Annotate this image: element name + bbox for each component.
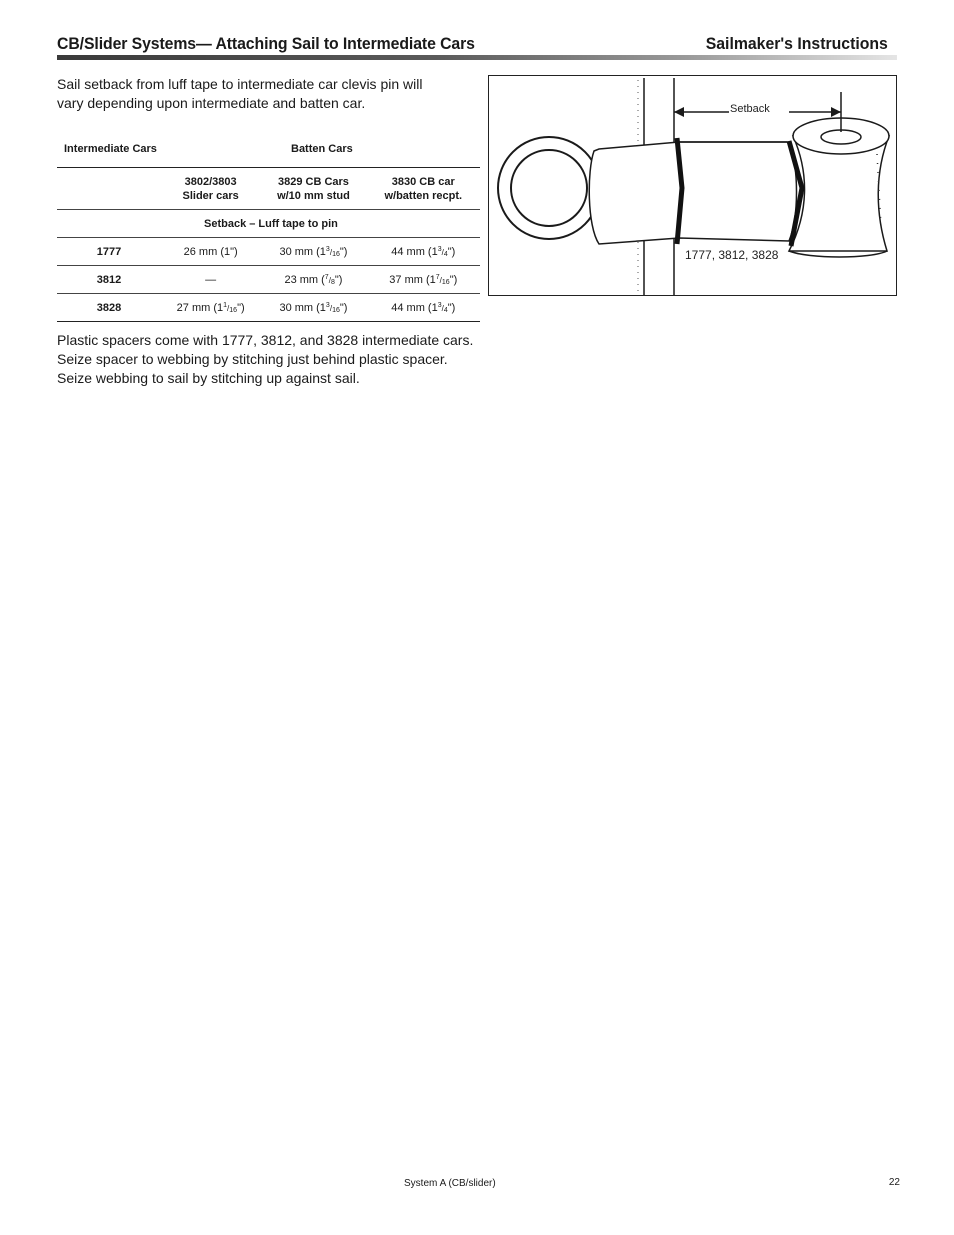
value-whole: 1 (429, 273, 436, 286)
value-num: 1 (223, 301, 228, 309)
figure-caption: 1777, 3812, 3828 (685, 248, 779, 262)
value-num: 7 (324, 273, 329, 281)
value-close: ") (339, 301, 348, 314)
table-span-header-row (57, 210, 480, 238)
setback-label: Setback (730, 103, 770, 115)
setback-span-label: Setback – Luff tape to pin (57, 210, 480, 238)
col-header-line: 3829 CB Cars (277, 175, 349, 188)
footer-system-label: System A (CB/slider) (404, 1178, 496, 1189)
setback-value-cell (161, 266, 260, 294)
value-close: ") (237, 301, 245, 314)
value-main: 30 mm ( (279, 245, 320, 258)
section-title: Sailmaker's Instructions (705, 34, 888, 53)
col-header-line: 3830 CB car (391, 175, 455, 188)
value-close: ") (447, 301, 456, 314)
value-num: 3 (325, 301, 330, 309)
value-close: ") (339, 245, 348, 258)
value-num: 3 (325, 245, 330, 253)
table-row (57, 266, 480, 294)
value-num: 7 (435, 273, 440, 281)
batten-cars-header: Batten Cars (161, 130, 480, 168)
fraction-slash: / (441, 303, 444, 313)
car-spacer-illustration (489, 76, 897, 296)
value-den: 4 (443, 306, 448, 314)
col-header-line: Slider cars (182, 189, 239, 202)
value-whole: 1 (431, 301, 438, 314)
webbing (589, 142, 796, 244)
setback-value-cell (260, 238, 366, 266)
value-den: 16 (332, 250, 340, 258)
setback-value-cell (161, 238, 260, 266)
setback-arrowhead-left (674, 107, 684, 117)
col-header-cb-cars (260, 168, 366, 210)
value-main: 30 mm ( (279, 301, 320, 314)
setback-value-cell (161, 294, 260, 322)
blank-header-cell (57, 168, 161, 210)
intermediate-car-cell: 3828 (57, 294, 161, 322)
setback-diagram (488, 75, 897, 296)
col-header-line: w/batten recpt. (384, 189, 463, 202)
intermediate-cars-header: Intermediate Cars (57, 130, 161, 168)
value-main: 44 mm ( (391, 301, 432, 314)
value-main: 44 mm ( (391, 245, 432, 258)
fraction-slash: / (328, 275, 331, 285)
value-close: ") (447, 245, 456, 258)
value-num: 3 (437, 301, 442, 309)
value-close: ") (449, 273, 458, 286)
table-group-header-row (57, 130, 480, 168)
value-whole: 1 (217, 301, 224, 314)
clevis-ring-inner (511, 150, 587, 226)
value-whole: 1 (319, 301, 326, 314)
fraction-slash: / (227, 303, 230, 313)
clevis-ring-outer (498, 137, 600, 239)
fraction-slash: / (441, 247, 444, 257)
col-header-cb-batten (367, 168, 480, 210)
intermediate-car-cell: 3812 (57, 266, 161, 294)
value-den: 16 (441, 278, 450, 286)
table-column-header-row (57, 168, 480, 210)
setback-value-cell (367, 266, 480, 294)
value-main: 23 mm ( (284, 273, 325, 286)
header-rule (57, 55, 897, 60)
value-den: 16 (332, 306, 340, 314)
value-main: — (205, 273, 217, 286)
value-main: 37 mm ( (389, 273, 430, 286)
intermediate-car-cell: 1777 (57, 238, 161, 266)
col-header-slider-cars (161, 168, 260, 210)
spacer-bottom (789, 251, 887, 257)
fraction-slash: / (439, 275, 442, 285)
fraction-slash: / (329, 303, 333, 313)
value-num: 3 (437, 245, 442, 253)
col-header-line: 3802/3803 (184, 175, 237, 188)
page-number: 22 (888, 1177, 900, 1188)
value-close: ") (334, 273, 343, 286)
value-den: 4 (443, 250, 448, 258)
fraction-slash: / (329, 247, 333, 257)
intro-paragraph: Sail setback from luff tape to intermediate car clevis pin will vary depending upon intermediate and batten car. (57, 76, 423, 111)
value-whole: 1 (431, 245, 438, 258)
setback-value-cell (260, 266, 366, 294)
value-den: 8 (330, 278, 335, 286)
col-header-line: w/10 mm stud (277, 189, 350, 202)
value-main: 26 mm (1") (183, 245, 238, 258)
table-row (57, 294, 480, 322)
page-title: CB/Slider Systems— Attaching Sail to Intermediate Cars (57, 34, 475, 53)
value-main: 27 mm ( (176, 301, 217, 314)
table-row (57, 238, 480, 266)
setback-value-cell (367, 294, 480, 322)
spacer-hole (821, 130, 861, 144)
setback-table (57, 130, 480, 322)
spacer-paragraph: Plastic spacers come with 1777, 3812, and 3828 intermediate cars. Seize spacer to webbing by stitching just behind plastic spacer. Seize webbing to sail by stitching up against sail. (57, 332, 474, 386)
setback-arrowhead-right (831, 107, 841, 117)
setback-value-cell (260, 294, 366, 322)
setback-value-cell (367, 238, 480, 266)
value-den: 16 (229, 306, 238, 314)
value-whole: 1 (319, 245, 326, 258)
